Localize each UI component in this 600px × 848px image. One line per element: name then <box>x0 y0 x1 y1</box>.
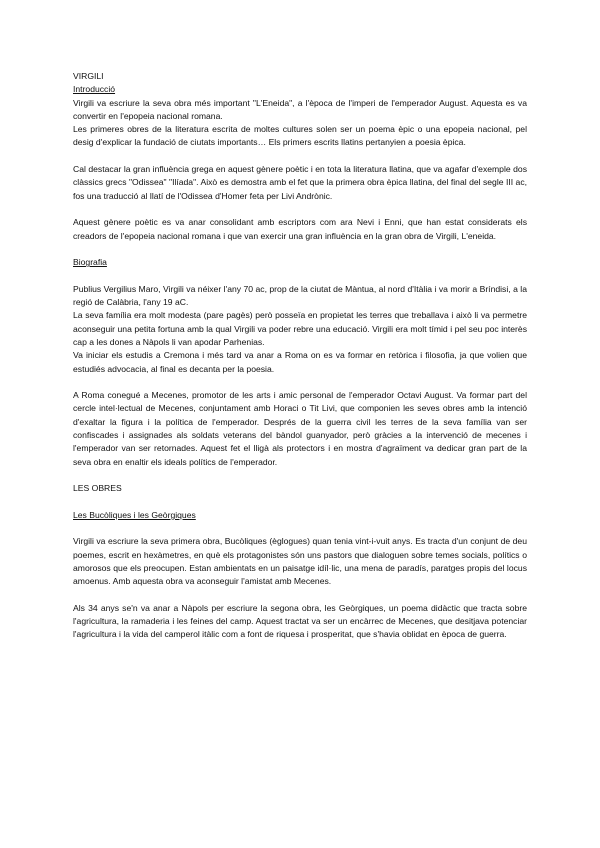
works-paragraph-1: Virgili va escriure la seva primera obra, Bucòliques (èglogues) quan tenia vint-i-vuit anys. Es tracta d'un conjunt de deu poemes, escrit en hexàmetres, en què els protagonistes són uns pastors que dialoguen sobre temes socials, polítics o amorosos que els preocupen. Estan ambientats en un paisatge idíl·lic, una mena de paradís, paratges propis del locus amoenus. Amb aquesta obra va aconseguir l'amistat amb Mecenes. <box>73 536 527 587</box>
section-heading-les-obres: LES OBRES <box>73 483 122 494</box>
spacer <box>73 469 527 482</box>
works-paragraph-2: Als 34 anys se'n va anar a Nàpols per escriure la segona obra, les Geòrgiques, un poema didàctic que tracta sobre l'agricultura, la ramaderia i les feines del camp. Aquest tractat va ser un encàrrec de Mecenes, que desitjava potenciar l'agricultura i la vida del camperol itàlic com a font de riquesa i prosperitat, que s'havia oblidat en època de guerra. <box>73 602 527 640</box>
intro-paragraph-3: Cal destacar la gran influència grega en aquest gènere poètic i en tota la literatura llatina, que va agafar d'exemple dos clàssics grecs "Odissea" "Ilíada". Això es demostra amb el fet que la primera obra èpica llatina, del final del segle III ac, fos una traducció al llatí de l'Odissea d'Homer feta per Livi Andrònic. <box>73 164 527 201</box>
spacer <box>73 150 527 163</box>
spacer <box>73 589 527 602</box>
spacer <box>73 496 527 509</box>
bio-paragraph-3: Va iniciar els estudis a Cremona i més tard va anar a Roma on es va formar en retòrica i filosofia, ja que volien que estudiés advocacia, al final es decanta per la poesia. <box>73 350 527 374</box>
intro-paragraph-4: Aquest gènere poètic es va anar consolidant amb escriptors com ara Nevi i Enni, que han estat considerats els creadors de l'epopeia nacional romana i que van exercir una gran influència en la gran obra de Virgili, L'eneida. <box>73 217 527 241</box>
document-title: VIRGILI <box>73 71 104 81</box>
spacer <box>73 376 527 389</box>
intro-paragraph-2: Les primeres obres de la literatura escrita de moltes cultures solen ser un poema èpic o una epopeia nacional, pel desig d'explicar la fundació de ciutats importants… Els primers escrits llatins pertanyien a poesia èpica. <box>73 124 527 148</box>
subheading-bucoliques-georgiques: Les Bucòliques i les Geòrgiques <box>73 509 196 520</box>
section-heading-introduccio: Introducció <box>73 84 116 95</box>
bio-paragraph-4: A Roma conegué a Mecenes, promotor de les arts i amic personal de l'emperador Octavi August. Va formar part del cercle intel·lectual de Mecenes, conjuntament amb Horaci o Tit Livi, que componien les seves obres amb la intenció d'exaltar la figura i la política de l'emperador. Després de la guerra civil les terres de la seva família van ser confiscades i assignades als soldats veterans del bàndol guanyador, però gràcies a la intervenció de mecenes i l'emperador van ser retornades. Aquest fet el lligà als protectors i en mostra d'agraïment va dedicar gran part de la seva obra en enaltir els ideals polítics de l'emperador. <box>73 390 527 467</box>
spacer <box>73 269 527 282</box>
document-page <box>73 70 527 642</box>
bio-paragraph-2: La seva família era molt modesta (pare pagès) però posseïa en propietat les terres que treballava i això li va permetre aconseguir una petita fortuna amb la qual Virgili va poder rebre una educació. Virgili era molt tímid i pel seu poc interès cap a les dones a Nàpols li van apodar Parhenias. <box>73 310 527 347</box>
section-heading-biografia: Biografia <box>73 257 107 268</box>
spacer <box>73 203 527 216</box>
spacer <box>73 522 527 535</box>
bio-paragraph-1: Publius Vergilius Maro, Virgili va néixer l'any 70 ac, prop de la ciutat de Màntua, al nord d'Itàlia i va morir a Bríndisi, a la regió de Calàbria, l'any 19 aC. <box>73 283 527 308</box>
intro-paragraph-1: Virgili va escriure la seva obra més important "L'Eneida", a l'època de l'imperi de l'emperador August. Aquesta es va convertir en l'epopeia nacional romana. <box>73 97 527 121</box>
spacer <box>73 243 527 256</box>
